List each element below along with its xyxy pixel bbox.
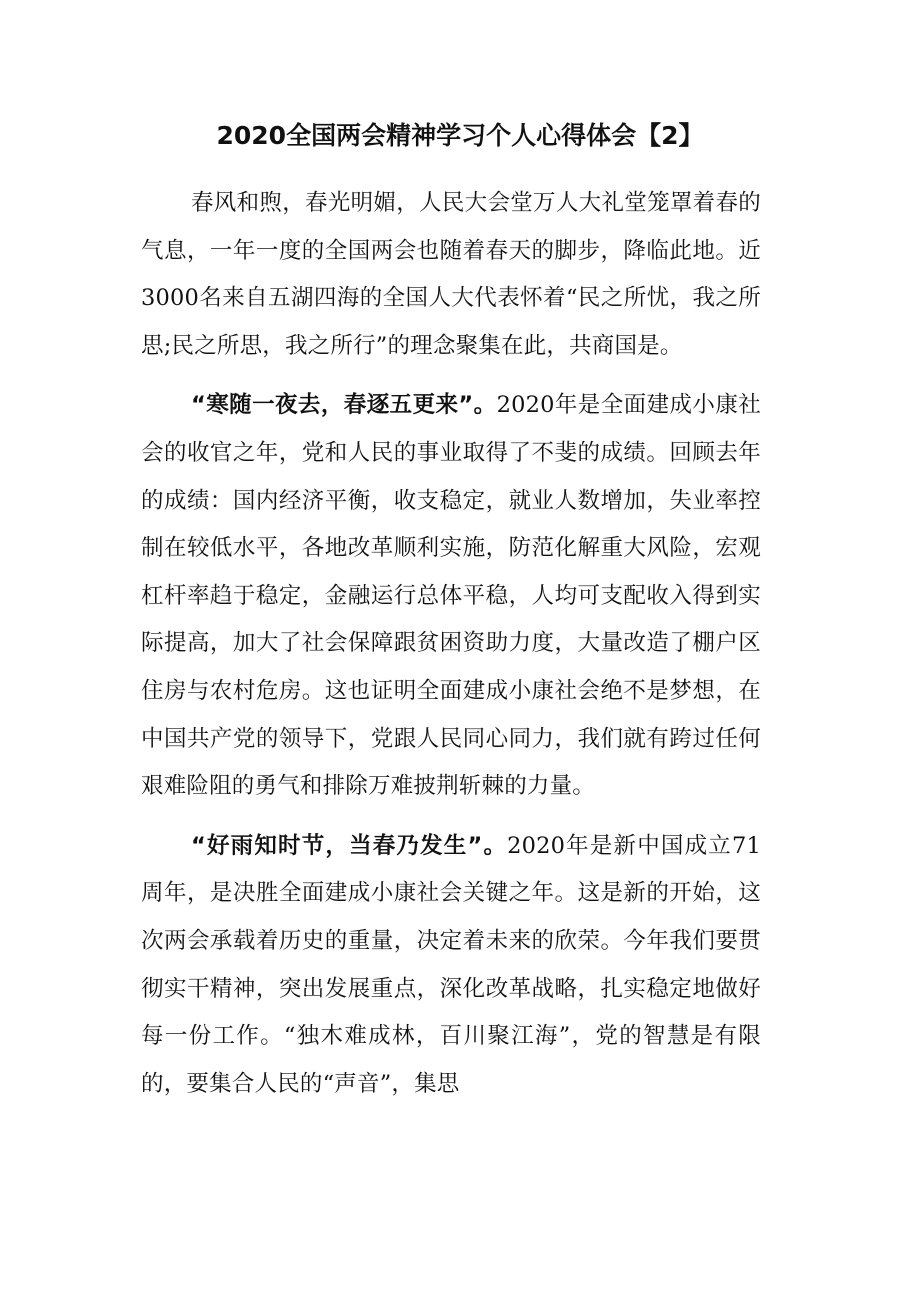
paragraph-2 [141,382,761,810]
paragraph-2-text: 2020年是全面建成小康社会的收官之年，党和人民的事业取得了不斐的成绩。回顾去年的成绩：国内经济平衡，收支稳定，就业人数增加，失业率控制在较低水平，各地改革顺利实施，防范化解重大风险，宏观杠杆率趋于稳定，金融运行总体平稳，人均可支配收入得到实际提高，加大了社会保障跟贫困资助力度，大量改造了棚户区住房与农村危房。这也证明全面建成小康社会绝不是梦想，在中国共产党的领导下，党跟人民同心同力，我们就有跨过任何艰难险阻的勇气和排除万难披荆斩棘的力量。 [141,392,761,800]
paragraph-3-text: 2020年是新中国成立71周年，是决胜全面建成小康社会关键之年。这是新的开始，这次两会承载着历史的重量，决定着未来的欣荣。今年我们要贯彻实干精神，突出发展重点，深化改革战略，扎实稳定地做好每一份工作。“独木难成林，百川聚江海”，党的智慧是有限的，要集合人民的“声音”，集思 [141,832,761,1097]
paragraph-1 [141,180,761,370]
paragraph-3 [141,823,761,1109]
paragraph-3-lead: “好雨知时节，当春乃发生”。 [191,832,508,859]
paragraph-1-text: 春风和煦，春光明媚，人民大会堂万人大礼堂笼罩着春的气息，一年一度的全国两会也随着春天的脚步，降临此地。近3000名来自五湖四海的全国人大代表怀着“民之所忧，我之所思;民之所思，我之所行”的理念聚集在此，共商国是。 [141,190,761,359]
document-body [141,180,761,1120]
document-title: 2020全国两会精神学习个人心得体会【2】 [216,121,704,150]
paragraph-2-lead: “寒随一夜去，春逐五更来”。 [191,392,497,419]
